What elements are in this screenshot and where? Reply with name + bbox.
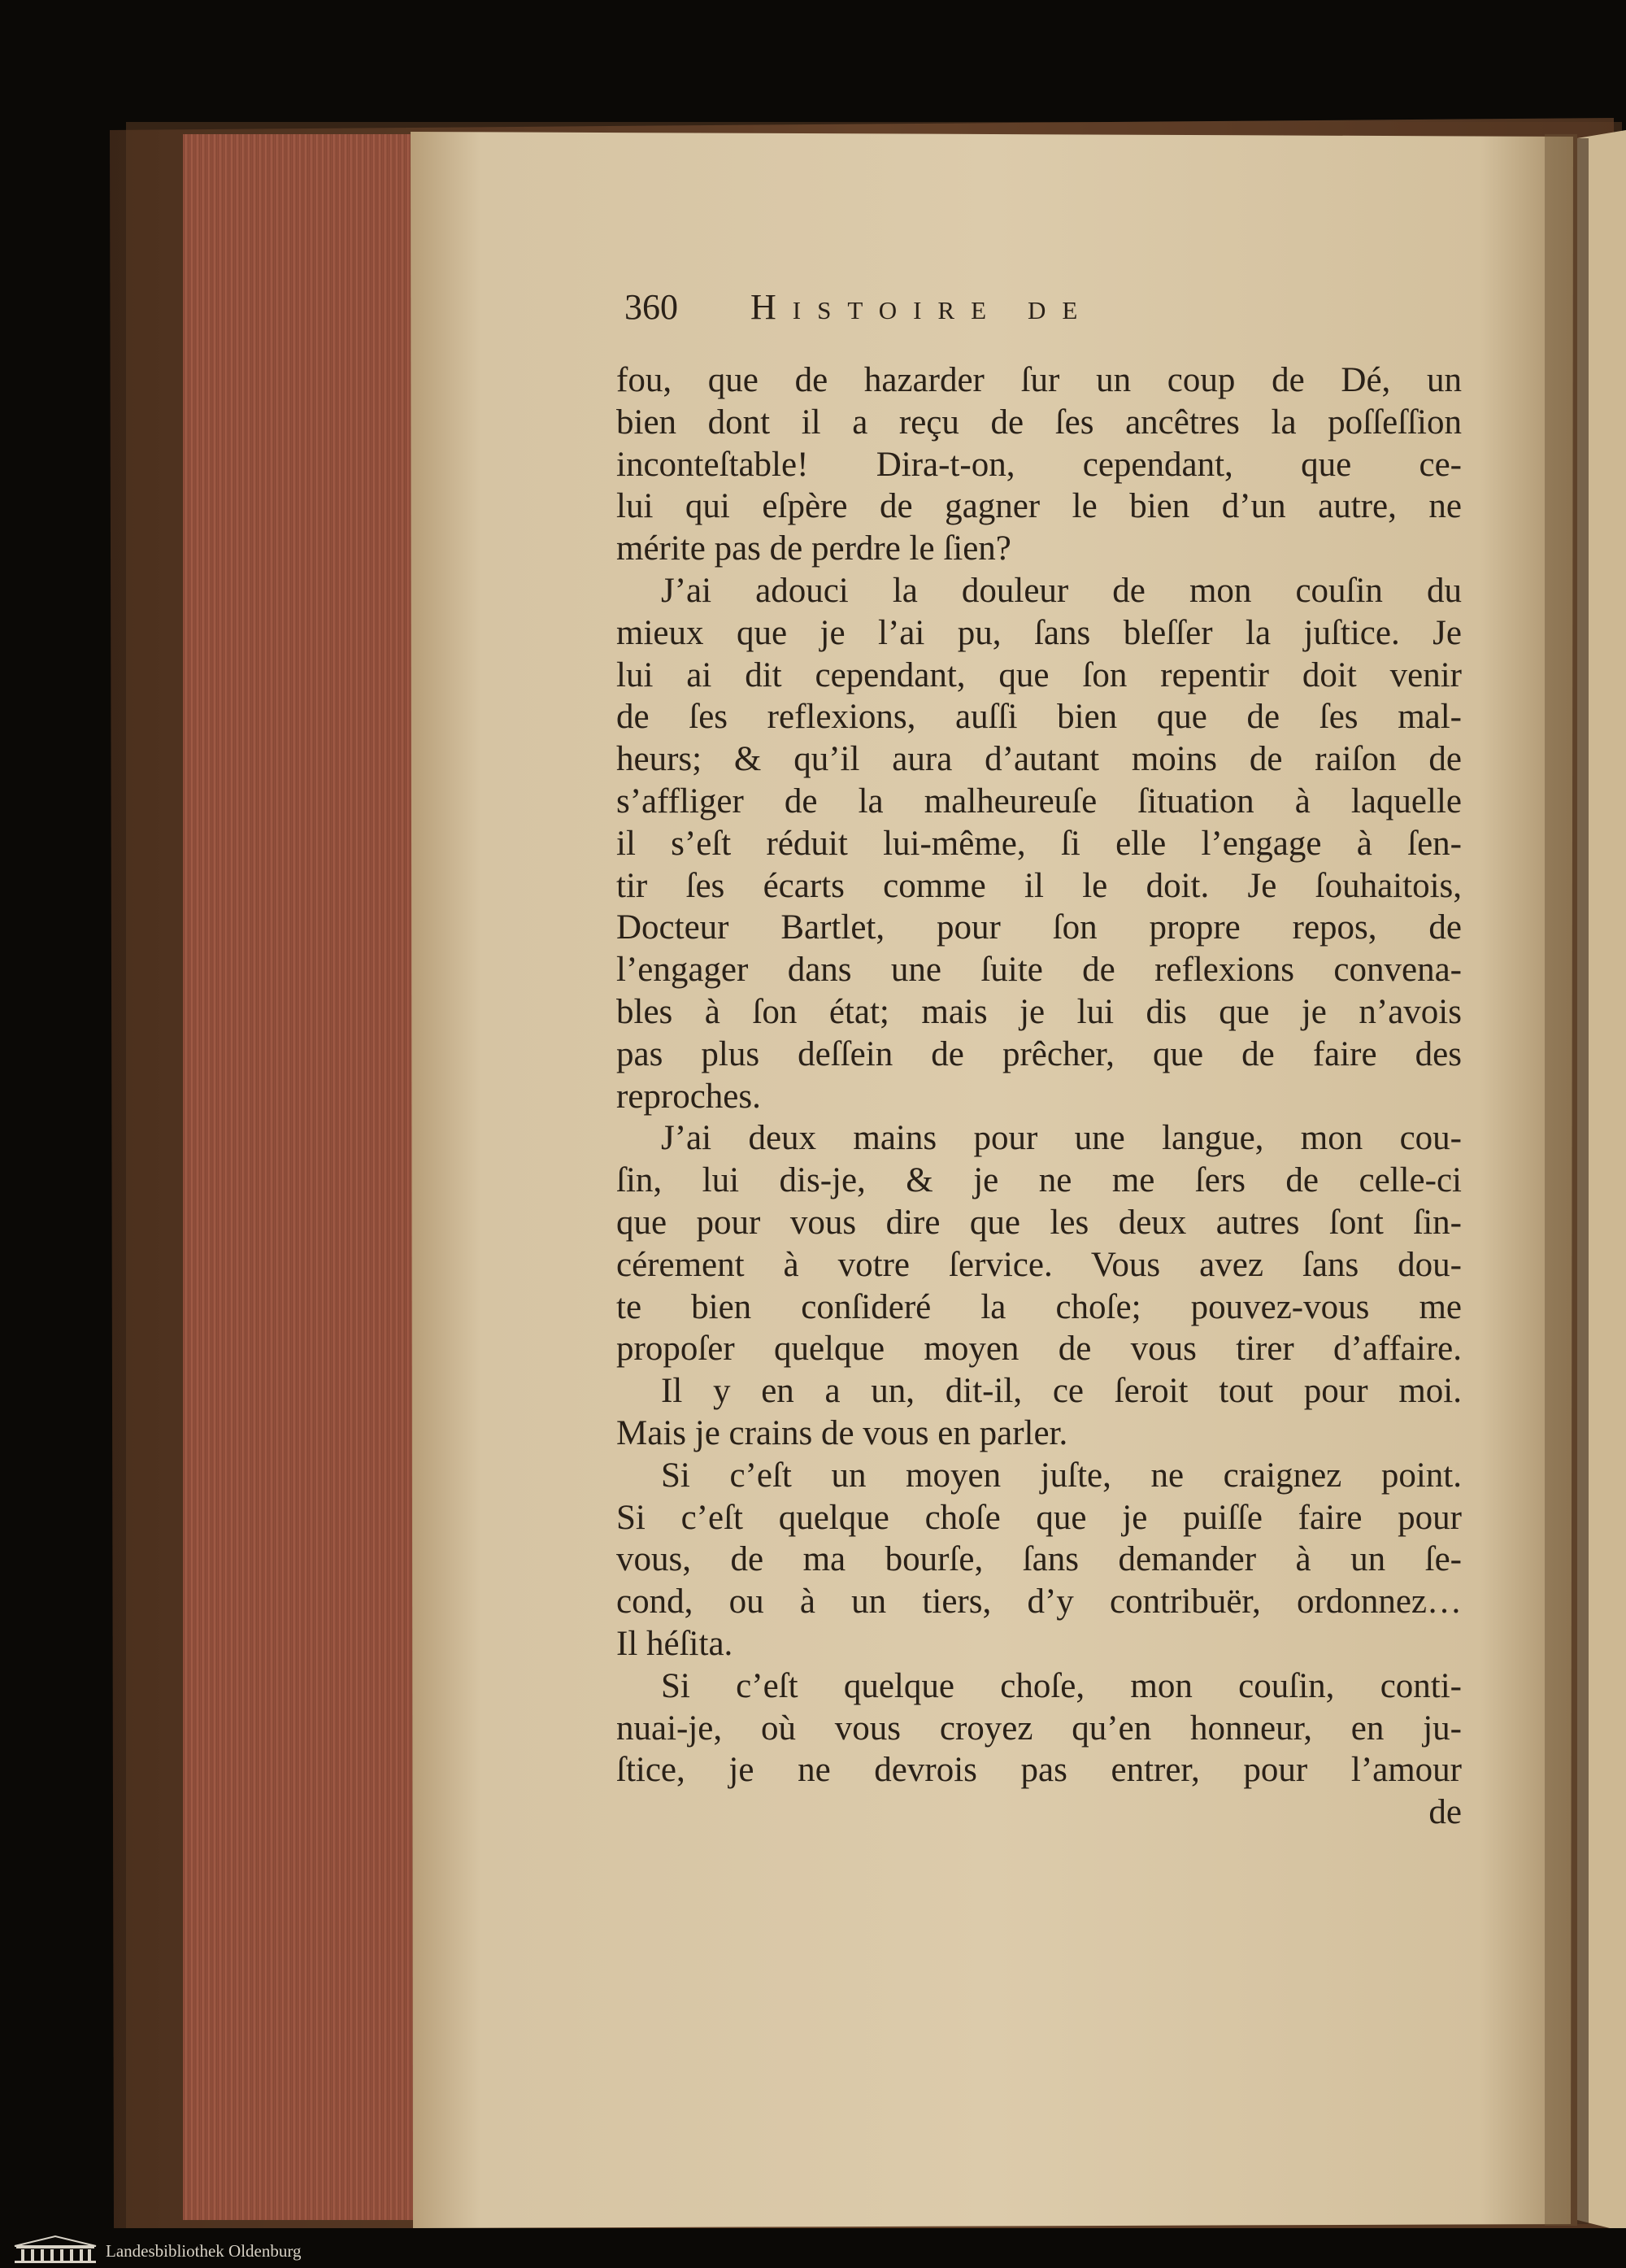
- text-line: bien dont il a reçu de ſes ancêtres la poſſeſſion: [616, 403, 1462, 442]
- text-line: heurs; & qu’il aura d’autant moins de raiſon de: [616, 740, 1462, 779]
- text-line: il s’eſt réduit lui-même, ſi elle l’engage à ſen-: [616, 824, 1462, 863]
- text-line: mieux que je l’ai pu, ſans bleſſer la juſtice. Je: [616, 613, 1462, 652]
- text-line: mérite pas de perdre le ſien?: [616, 529, 1011, 568]
- text-line: Il héſita.: [616, 1624, 733, 1663]
- text-line: Si c’eſt un moyen juſte, ne craignez point.: [661, 1456, 1462, 1495]
- library-name: Landesbibliothek Oldenburg: [106, 2241, 302, 2261]
- text-line: J’ai deux mains pour une langue, mon cou-: [661, 1119, 1462, 1158]
- text-line: Docteur Bartlet, pour ſon propre repos, de: [616, 908, 1462, 947]
- text-line: pas plus deſſein de prêcher, que de faire des: [616, 1034, 1462, 1073]
- page-number: 360: [624, 287, 678, 327]
- text-line: Si c’eſt quelque choſe, mon couſin, conti-: [661, 1666, 1462, 1705]
- text-line: cérement à votre ſervice. Vous avez ſans dou-: [616, 1245, 1462, 1284]
- text-line: bles à ſon état; mais je lui dis que je n’avois: [616, 992, 1462, 1031]
- text-line: reproches.: [616, 1077, 761, 1116]
- text-line: propoſer quelque moyen de vous tirer d’affaire.: [616, 1330, 1462, 1369]
- text-line: Il y en a un, dit-il, ce ſeroit tout pour moi.: [661, 1372, 1462, 1411]
- text-line: lui qui eſpère de gagner le bien d’un autre, ne: [616, 487, 1462, 526]
- text-line: l’engager dans une ſuite de reflexions convena-: [616, 951, 1462, 990]
- text-line: te bien conſideré la choſe; pouvez-vous me: [616, 1287, 1462, 1326]
- text-line: de ſes reflexions, auſſi bien que de ſes mal-: [616, 698, 1462, 737]
- text-line: que pour vous dire que les deux autres ſont ſin-: [616, 1203, 1462, 1242]
- running-title: Histoire de: [750, 287, 1094, 327]
- text-line: lui ai dit cependant, que ſon repentir doit venir: [616, 655, 1462, 694]
- text-line: ſtice, je ne devrois pas entrer, pour l’amour: [616, 1751, 1462, 1790]
- library-building-icon: [11, 2235, 99, 2264]
- text-line: Si c’eſt quelque choſe que je puiſſe faire pour: [616, 1498, 1462, 1537]
- catchword: de: [1428, 1793, 1462, 1832]
- text-line: ſin, lui dis-je, & je ne me ſers de celle-ci: [616, 1161, 1462, 1200]
- text-line: cond, ou à un tiers, d’y contribuër, ordonnez…: [616, 1582, 1462, 1622]
- text-line: vous, de ma bourſe, ſans demander à un ſe-: [616, 1540, 1462, 1579]
- text-line: nuai-je, où vous croyez qu’en honneur, en ju-: [616, 1709, 1462, 1748]
- text-line: inconteſtable! Dira-t-on, cependant, que ce-: [616, 445, 1462, 484]
- text-line: J’ai adouci la douleur de mon couſin du: [661, 571, 1462, 610]
- text-line: tir ſes écarts comme il le doit. Je ſouhaitois,: [616, 866, 1462, 905]
- text-line: s’affliger de la malheureuſe ſituation à laquelle: [616, 781, 1462, 821]
- page-text-block: [616, 286, 1462, 1834]
- text-line: Mais je crains de vous en parler.: [616, 1413, 1068, 1452]
- text-line: fou, que de hazarder ſur un coup de Dé, un: [616, 361, 1462, 399]
- running-head: [616, 286, 1462, 359]
